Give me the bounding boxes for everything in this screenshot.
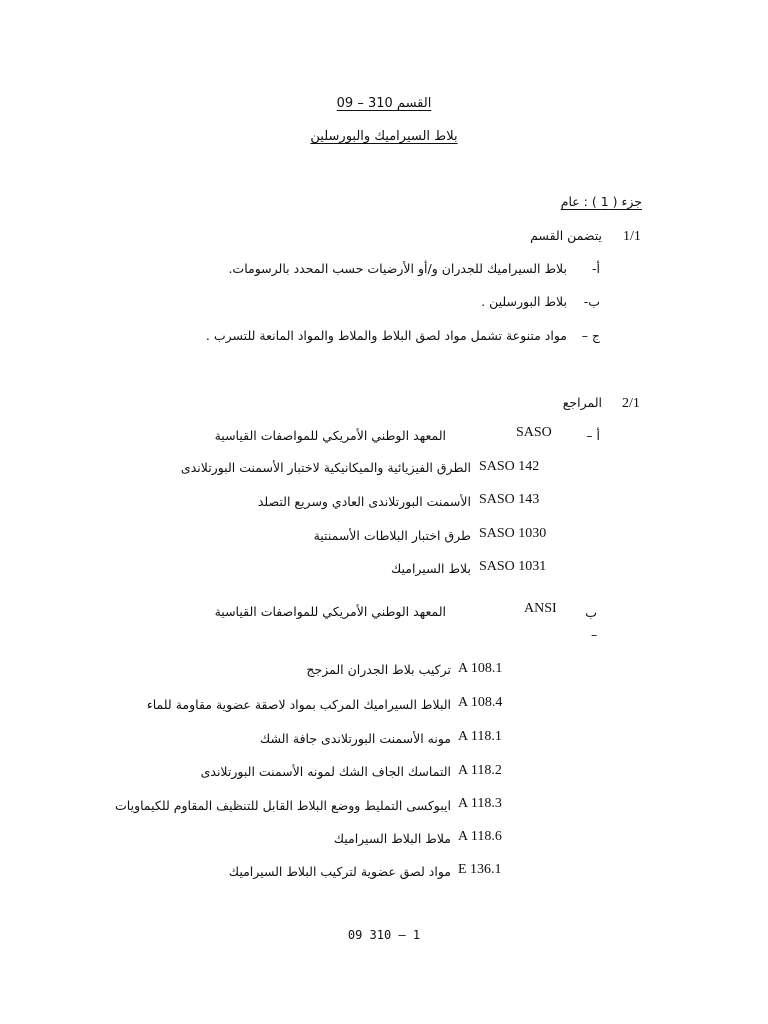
list-item-marker: أ- <box>592 261 600 276</box>
reference-description: ملاط البلاط السيراميك <box>333 831 451 846</box>
list-item-marker: ب- <box>583 294 600 309</box>
reference-code: SASO 1030 <box>479 526 547 541</box>
reference-code: A 108.1 <box>458 661 503 676</box>
reference-description: طرق اختبار البلاطات الأسمنتية <box>313 528 471 543</box>
reference-description: بلاط السيراميك <box>390 561 471 576</box>
saso-description: المعهد الوطني الأمريكي للمواصفات القياسية <box>214 428 446 443</box>
item1-title: يتضمن القسم <box>530 228 602 243</box>
reference-code: A 118.1 <box>458 729 502 744</box>
page-number: 09 310 – 1 <box>347 928 421 942</box>
reference-code: SASO 142 <box>479 459 540 474</box>
reference-code: SASO 1031 <box>479 559 547 574</box>
reference-description: التماسك الجاف الشك لمونه الأسمنت البورتلاندى <box>200 764 451 779</box>
reference-code: A 108.4 <box>458 695 503 710</box>
reference-code: A 118.2 <box>458 763 502 778</box>
list-item-text: بلاط البورسلين . <box>481 294 567 309</box>
list-item-marker: ج – <box>581 328 600 343</box>
ansi-marker-dash: – <box>591 627 598 642</box>
ansi-marker: ب <box>585 605 597 620</box>
page-subtitle: بلاط السيراميك والبورسلين <box>310 129 458 144</box>
reference-code: A 118.6 <box>458 829 502 844</box>
ansi-description: المعهد الوطني الأمريكي للمواصفات القياسية <box>214 604 446 619</box>
saso-marker: أ – <box>586 428 600 443</box>
reference-description: مونه الأسمنت البورتلاندى جافة الشك <box>259 731 451 746</box>
item1-number: 1/1 <box>623 229 641 244</box>
reference-description: تركيب بلاط الجدران المزجج <box>306 662 451 677</box>
ansi-code: ANSI <box>524 601 557 616</box>
list-item-text: بلاط السيراميك للجدران و/أو الأرضيات حسب المحدد بالرسومات. <box>228 261 567 276</box>
reference-code: A 118.3 <box>458 796 502 811</box>
references-number: 2/1 <box>622 396 640 411</box>
list-item-text: مواد متنوعة تشمل مواد لصق البلاط والملاط والمواد المانعة للتسرب . <box>205 328 567 343</box>
reference-description: مواد لصق عضوية لتركيب البلاط السيراميك <box>228 864 451 879</box>
saso-code: SASO <box>516 425 552 440</box>
reference-description: ايبوكسى التمليط ووضع البلاط القابل للتنظيف المقاوم للكيماويات <box>115 798 451 813</box>
reference-description: الأسمنت البورتلاندى العادي وسريع التصلد <box>257 494 471 509</box>
reference-code: SASO 143 <box>479 492 540 507</box>
references-title: المراجع <box>562 395 602 410</box>
reference-description: البلاط السيراميك المركب بمواد لاصقة عضوية مقاومة للماء <box>146 697 451 712</box>
reference-code: E 136.1 <box>458 862 502 877</box>
part1-heading: جزء ( 1 ) : عام <box>560 194 642 209</box>
section-title: القسم 310 – 09 <box>336 96 432 111</box>
reference-description: الطرق الفيزيائية والميكانيكية لاختبار الأسمنت البورتلاندى <box>180 460 471 475</box>
